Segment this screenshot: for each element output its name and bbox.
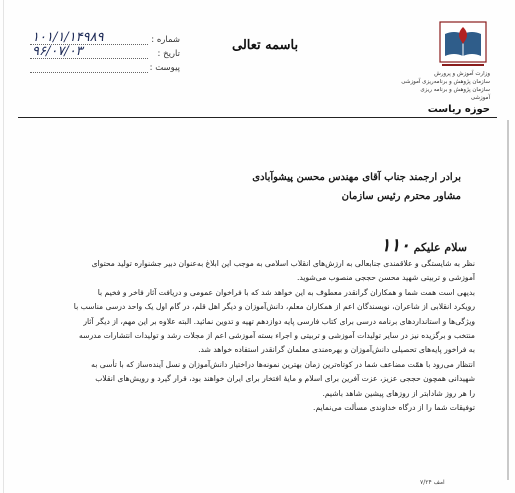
body-line: رویکرد انقلابی از شاعران، نویسندگان اعم از همکاران معلم، دانش‌آموزان و دیگر اهل قلم، در گام اول یک واحد درسی مناسب با [73,302,475,312]
org-line-2: سازمان پژوهش و برنامه‌ریزی آموزشی [401,79,490,85]
department-name: حوزه ریاست [427,104,490,115]
page-shadow-strip [507,120,509,480]
date-label: تاریخ : [157,49,180,59]
header-divider [18,117,497,118]
date-value: ۹۶/۰۷/۰۳ [32,44,83,59]
attachment-row [30,63,180,77]
body-line: به فراخور پایه‌های تحصیلی دانش‌آموزان و بهره‌مندی معلمان گرانقدر استفاده خواهد شد. [198,345,475,355]
page-edge-line [3,0,4,493]
body-line: نظر به شایستگی و علاقمندی جنابعالی به ارزش‌های انقلاب اسلامی به موجب این ابلاغ به‌عنوان دبیر جشنواره تولید محتوای [91,259,475,268]
letter-body [20,257,475,415]
salutation-addressee: برادر ارجمند جناب آقای مهندس محسن پیشوآبادی [252,172,461,183]
organization-block [400,70,490,115]
letter-meta-block [30,30,180,77]
body-line: منتخب و برگزیده نیز در سایر تولیدات آموزشی و تربیتی و اجراء بسته آموزشی اعم از مجلات رشد و تولیدات انتشارات مدرسه [79,331,475,341]
date-row [30,44,180,63]
body-line: شهیدانی همچون حججی عزیز، عزت آفرین برای اسلام و مایهٔ افتخار برای ایران خواهند بود، قرار گیرد و رویش‌های انقلاب [95,374,475,384]
greeting-text: سلام علیکم [413,241,467,254]
body-line: را هر روز شادابتر از روزهای پیشین شاهد باشیم. [322,388,475,398]
invocation-heading: باسمه تعالی [232,38,299,53]
footer-reference: امف ۷/۲۴ [420,479,445,486]
attachment-dotted-line [30,72,148,73]
salutation-title: مشاور محترم رئیس سازمان [341,191,461,202]
greeting-flourish: ۱۱۰ [380,235,410,256]
body-line: آموزشی و تربیتی شهید محسن حججی منصوب می‌شوید. [296,273,475,283]
body-line: ویژگی‌ها و استانداردهای برنامه درسی برای کتاب فارسی پایه دوازدهم تهیه و تدوین نمائید. البته علاوه بر این مهم، از دیگر آثار [83,316,475,326]
iran-emblem-book-icon [438,20,488,72]
body-line: انتظار می‌رود با همّت مضاعف شما در کوتاه‌ترین زمان بهترین نمونه‌ها در‌اختیار دانش‌آموزان و نسل آینده‌ساز که با تأسی به [91,359,475,369]
org-line-1: وزارت آموزش و پرورش [434,71,490,77]
greeting [381,235,467,256]
salutation-block [61,168,461,206]
attachment-label: پیوست : [149,63,180,73]
number-value: ۱۰۱/۱/۱۴۹۸۹ [32,30,104,45]
body-line: بدیهی است همت شما و همکاران گرانقدر معطوف به این خواهد شد که با فراخوان عمومی و دریافت آثار فاخر و فخیم با [97,287,475,297]
number-label: شماره : [151,35,180,45]
body-line: توفیقات شما را از درگاه خداوندی مسألت می‌نمایم. [313,403,475,413]
org-line-3: سازمان پژوهش و برنامه ریزی آموزشی [420,87,490,101]
